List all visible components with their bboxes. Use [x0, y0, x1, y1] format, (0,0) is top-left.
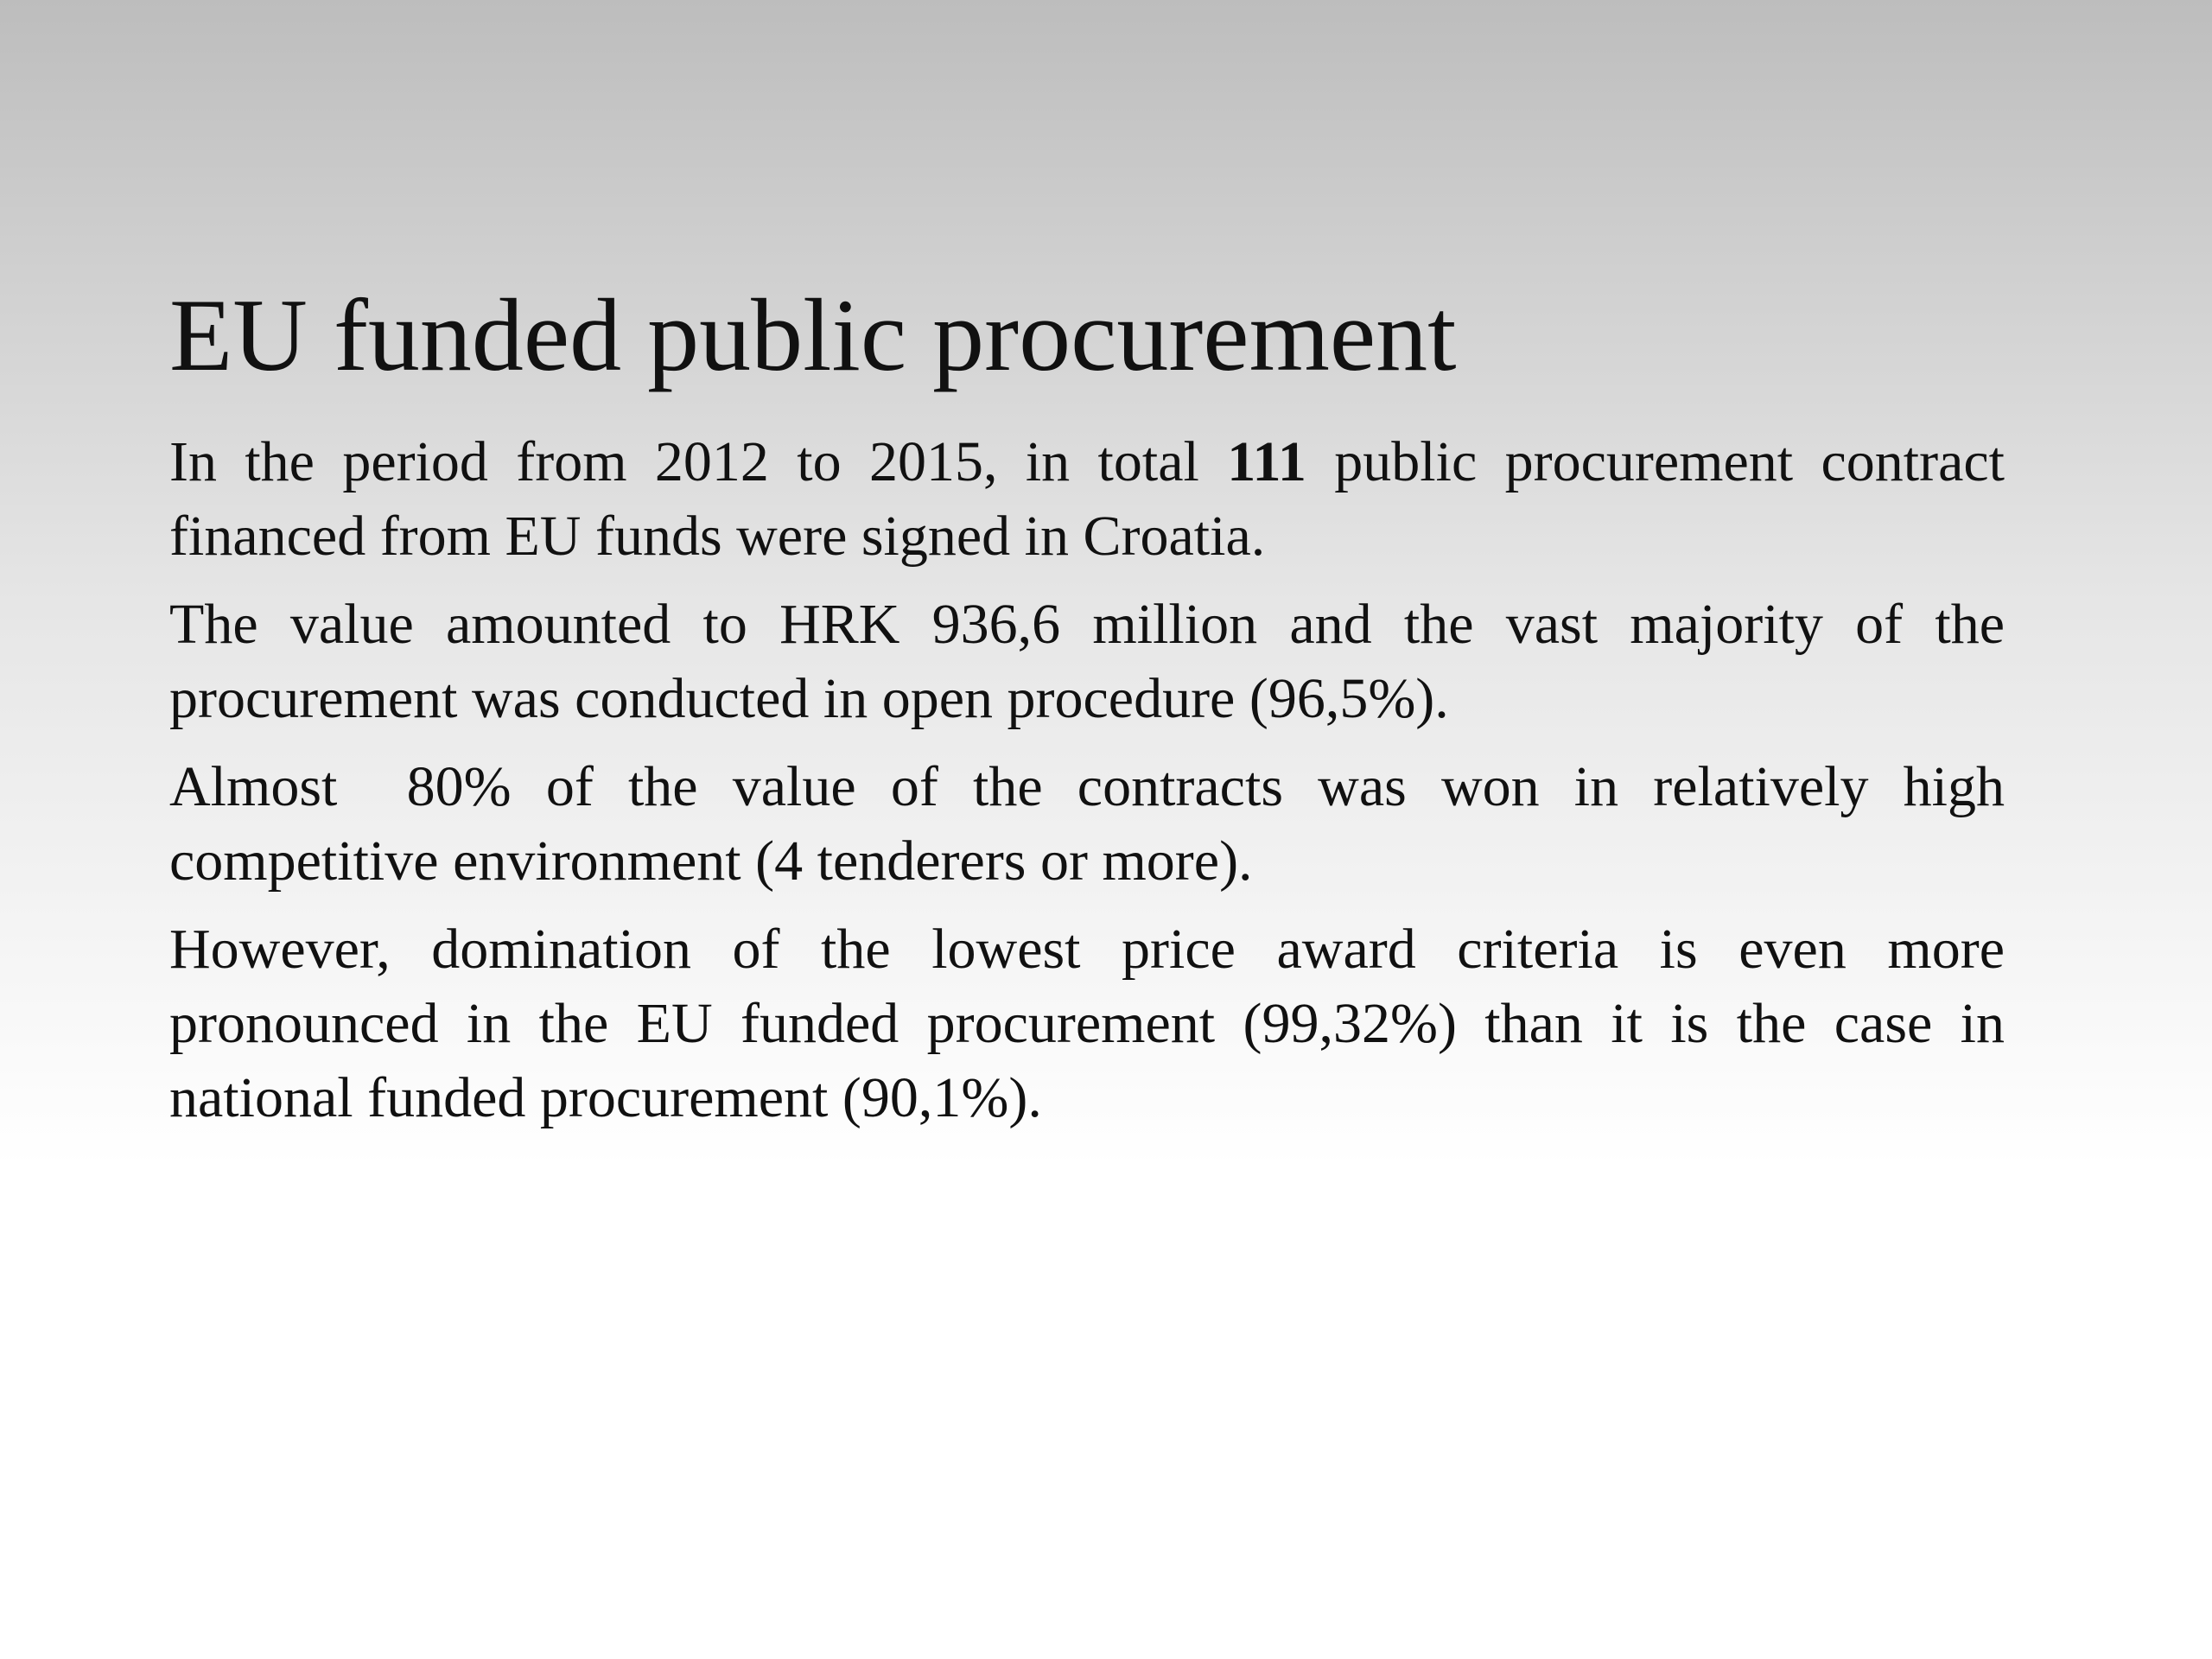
paragraph-value-procedure: The value amounted to HRK 936,6 million and the vast majority of the procurement was conducted in open procedure (96,5%). — [169, 593, 2005, 730]
slide-title: EU funded public procurement — [169, 277, 1457, 392]
paragraph-contract-count — [169, 425, 2005, 574]
paragraph-contract-count-text-before: In the period from 2012 to 2015, in total — [169, 430, 1228, 493]
paragraph-award-criteria: However, domination of the lowest price award criteria is even more pronounced in the EU funded procurement (99,32%) than it is the case in national funded procurement (90,1%). — [169, 918, 2005, 1129]
slide-body — [169, 425, 2019, 1149]
contract-count-value: 111 — [1227, 430, 1306, 493]
paragraph-contract-count-text-after: public procurement contract financed from EU funds were signed in Croatia. — [169, 430, 2005, 568]
paragraph-competition: Almost 80% of the value of the contracts was won in relatively high competitive environment (4 tenderers or more). — [169, 755, 2019, 893]
